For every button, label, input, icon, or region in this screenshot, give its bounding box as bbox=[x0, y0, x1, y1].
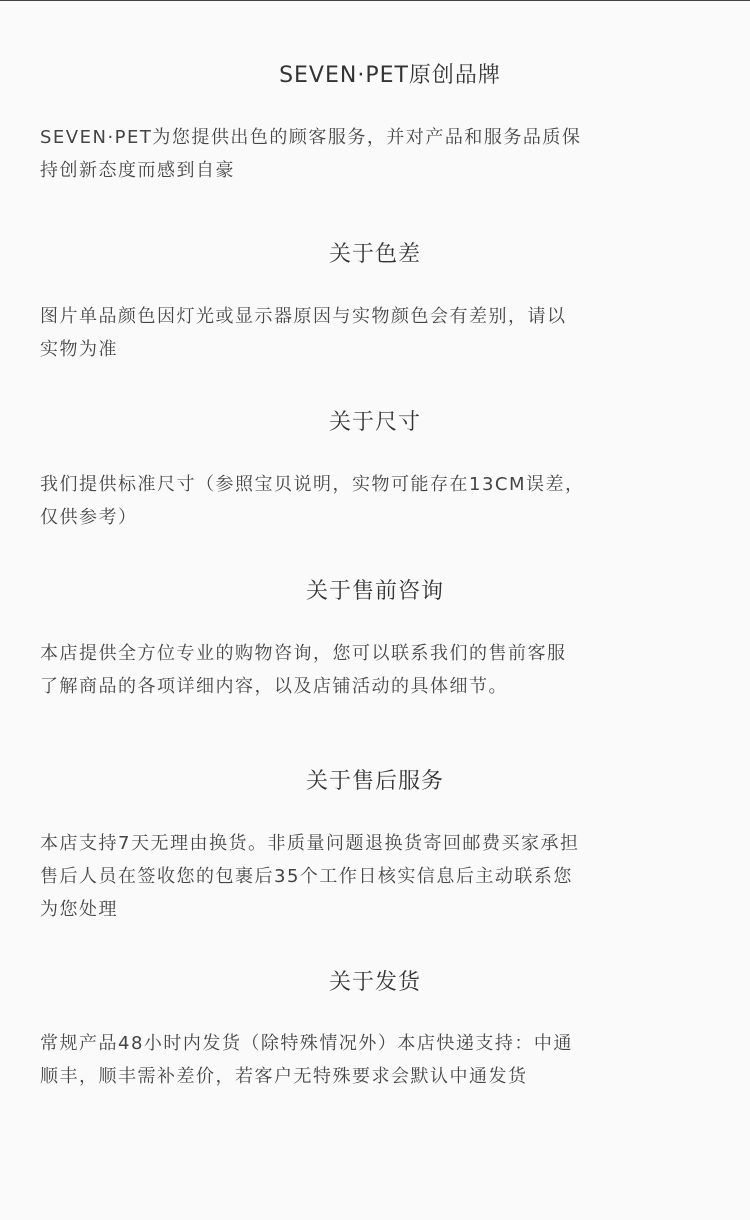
section-size bbox=[40, 408, 710, 534]
section-heading: 关于色差 bbox=[328, 242, 421, 267]
section-color-difference bbox=[40, 240, 710, 366]
section-heading: SEVEN·PET原创品牌 bbox=[279, 63, 501, 88]
body-line: 常规产品48小时内发货（除特殊情况外）本店快递支持：中通 bbox=[40, 1033, 573, 1054]
section-heading: 关于尺寸 bbox=[328, 410, 421, 435]
body-line: 售后人员在签收您的包裹后35个工作日核实信息后主动联系您 bbox=[40, 866, 573, 887]
body-line: 了解商品的各项详细内容，以及店铺活动的具体细节。 bbox=[40, 676, 508, 697]
body-line: 仅供参考） bbox=[40, 507, 138, 528]
body-line: 本店提供全方位专业的购物咨询，您可以联系我们的售前客服 bbox=[40, 643, 567, 664]
section-body bbox=[40, 637, 710, 703]
section-shipping bbox=[40, 968, 710, 1093]
body-line: 图片单品颜色因灯光或显示器原因与实物颜色会有差别，请以 bbox=[40, 306, 567, 327]
body-line: 顺丰，顺丰需补差价，若客户无特殊要求会默认中通发货 bbox=[40, 1066, 528, 1087]
body-line: 我们提供标准尺寸（参照宝贝说明，实物可能存在13CM误差， bbox=[40, 474, 585, 495]
section-heading: 关于售后服务 bbox=[305, 769, 444, 794]
section-heading: 关于售前咨询 bbox=[305, 579, 444, 604]
section-brand bbox=[40, 61, 740, 187]
body-line: 实物为准 bbox=[40, 339, 118, 360]
body-line: 为您处理 bbox=[40, 899, 118, 920]
section-body bbox=[40, 468, 710, 534]
section-body bbox=[40, 300, 710, 366]
section-presale-consulting bbox=[40, 577, 710, 703]
body-line: 持创新态度而感到自豪 bbox=[40, 160, 235, 181]
body-line: 本店支持7天无理由换货。非质量问题退换货寄回邮费买家承担 bbox=[40, 833, 580, 854]
section-body bbox=[40, 121, 740, 187]
section-heading: 关于发货 bbox=[328, 970, 421, 995]
section-body bbox=[40, 827, 710, 926]
section-body bbox=[40, 1027, 710, 1093]
body-line: SEVEN·PET为您提供出色的顾客服务，并对产品和服务品质保 bbox=[40, 127, 582, 148]
top-divider bbox=[0, 0, 750, 1]
section-aftersale-service bbox=[40, 767, 710, 926]
